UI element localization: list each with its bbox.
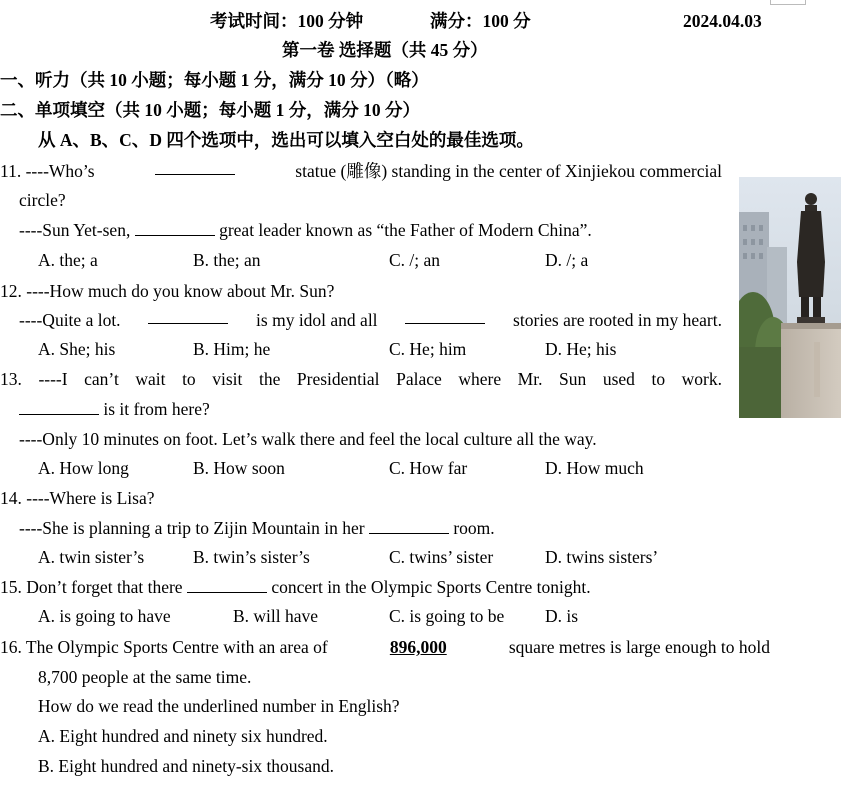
q11-text-a: 11. ----Who’s	[0, 161, 95, 181]
q12-text-c: stories are rooted in my heart.	[513, 310, 722, 330]
section-single-choice: 二、单项填空（共 10 小题；每小题 1 分，满分 10 分）	[0, 100, 420, 120]
q14-line1: 14. ----Where is Lisa?	[0, 488, 155, 508]
part-title: 第一卷 选择题（共 45 分）	[282, 40, 488, 60]
q13-option-c[interactable]: C. How far	[389, 458, 468, 478]
q14-option-b[interactable]: B. twin’s sister’s	[193, 547, 310, 567]
q12-text-a: ----Quite a lot.	[19, 310, 121, 330]
q13-option-b[interactable]: B. How soon	[193, 458, 285, 478]
q12-blank-2	[405, 309, 485, 324]
q15-option-c[interactable]: C. is going to be	[389, 606, 505, 626]
q16-question: How do we read the underlined number in English?	[38, 696, 400, 716]
q11-option-d[interactable]: D. /; a	[545, 250, 589, 270]
q11-answer-b: great leader known as “the Father of Modern China”.	[219, 220, 592, 240]
q12-line1: 12. ----How much do you know about Mr. Sun?	[0, 281, 335, 301]
q14-blank	[369, 519, 449, 534]
q11-option-c[interactable]: C. /; an	[389, 250, 441, 270]
q11-option-a[interactable]: A. the; a	[38, 250, 98, 270]
statue-photo	[739, 177, 841, 418]
q13-option-a[interactable]: A. How long	[38, 458, 129, 478]
q16-option-b[interactable]: B. Eight hundred and ninety-six thousand.	[38, 756, 335, 776]
q11-text-b: statue (雕像) standing in the center of Xinjiekou commercial	[295, 161, 722, 181]
q15-text-b: concert in the Olympic Sports Centre tonight.	[271, 577, 591, 597]
q12-blank-1	[148, 309, 228, 324]
full-score: 满分：100 分	[430, 11, 531, 31]
q15-text-a: 15. Don’t forget that there	[0, 577, 183, 597]
q11-line3	[19, 219, 592, 241]
q11-line2: circle?	[19, 190, 66, 210]
q14-option-d[interactable]: D. twins sisters’	[545, 547, 659, 567]
q13-option-d[interactable]: D. How much	[545, 458, 644, 478]
q12-line2	[19, 309, 722, 331]
q11-option-b[interactable]: B. the; an	[193, 250, 261, 270]
q12-option-b[interactable]: B. Him; he	[193, 339, 271, 359]
q16-line2: 8,700 people at the same time.	[38, 667, 252, 687]
q16-text-a: 16. The Olympic Sports Centre with an area of	[0, 637, 328, 657]
q14-text-a: ----She is planning a trip to Zijin Mountain in her	[19, 518, 365, 538]
q16-text-b: square metres is large enough to hold	[508, 637, 770, 657]
q16-line1	[0, 636, 770, 658]
exam-date: 2024.04.03	[683, 11, 762, 31]
q13-line1: 13. ----I can’t wait to visit the Presidential Palace where Mr. Sun used to work.	[0, 369, 722, 389]
q15-option-d[interactable]: D. is	[545, 606, 579, 626]
q15-option-b[interactable]: B. will have	[233, 606, 319, 626]
q14-option-a[interactable]: A. twin sister’s	[38, 547, 145, 567]
q11-blank-1	[155, 160, 235, 175]
q15-option-a[interactable]: A. is going to have	[38, 606, 171, 626]
section-instruction: 从 A、B、C、D 四个选项中，选出可以填入空白处的最佳选项。	[38, 130, 534, 150]
q12-option-d[interactable]: D. He; his	[545, 339, 617, 359]
q13-text: is it from here?	[103, 399, 210, 419]
q16-underlined-number: 896,000	[389, 637, 447, 657]
q13-blank	[19, 400, 99, 415]
q12-option-c[interactable]: C. He; him	[389, 339, 467, 359]
exam-time: 考试时间：100 分钟	[210, 11, 364, 31]
page-corner-mark	[770, 0, 806, 5]
q13-line2	[19, 398, 210, 420]
q13-line3: ----Only 10 minutes on foot. Let’s walk there and feel the local culture all the way.	[19, 429, 597, 449]
q16-option-c-cutoff	[38, 784, 358, 793]
q11-answer-a: ----Sun Yet-sen,	[19, 220, 131, 240]
q12-text-b: is my idol and all	[256, 310, 378, 330]
q14-line2	[19, 517, 495, 539]
q15-blank	[187, 578, 267, 593]
question-11-line1	[0, 160, 722, 182]
section-listening: 一、听力（共 10 小题；每小题 1 分，满分 10 分）（略）	[0, 70, 429, 90]
q11-blank-2	[135, 221, 215, 236]
q14-text-b: room.	[453, 518, 495, 538]
q15-line1	[0, 576, 591, 598]
q12-option-a[interactable]: A. She; his	[38, 339, 116, 359]
q14-option-c[interactable]: C. twins’ sister	[389, 547, 494, 567]
q16-option-a[interactable]: A. Eight hundred and ninety six hundred.	[38, 726, 328, 746]
